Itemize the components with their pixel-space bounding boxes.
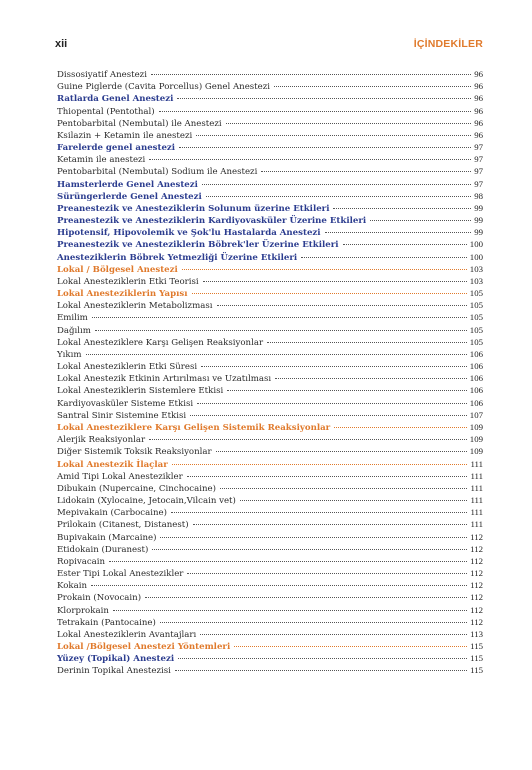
toc-entry-page: 99 xyxy=(474,227,483,238)
toc-entry[interactable] xyxy=(57,251,483,263)
toc-entry[interactable] xyxy=(57,640,483,652)
dot-leader xyxy=(182,268,467,270)
toc-entry[interactable] xyxy=(57,616,483,628)
toc-entry-title: Amid Tipi Lokal Anestezikler xyxy=(57,471,183,482)
toc-entry[interactable] xyxy=(57,360,483,372)
toc-entry-title: Kardiyovasküler Sisteme Etkisi xyxy=(57,398,194,409)
toc-entry-title: Lokal Anesteziklerin Sistemlere Etkisi xyxy=(57,386,224,397)
dot-leader xyxy=(200,633,467,635)
toc-entry[interactable] xyxy=(57,652,483,664)
toc-entry[interactable] xyxy=(57,141,483,153)
toc-entry-title: Lidokain (Xylocaine, Jetocain,Vilcain vet) xyxy=(57,496,236,507)
dot-leader xyxy=(234,645,467,647)
toc-entry[interactable] xyxy=(57,579,483,591)
toc-entry-page: 111 xyxy=(470,482,483,493)
toc-entry-page: 105 xyxy=(469,336,483,347)
dot-leader xyxy=(149,438,467,440)
toc-entry[interactable] xyxy=(57,80,483,92)
toc-entry-page: 107 xyxy=(469,409,483,420)
toc-entry-title: Yıkım xyxy=(57,349,82,360)
toc-entry-page: 96 xyxy=(474,129,483,140)
toc-entry-title: Alerjik Reaksiyonlar xyxy=(57,435,146,446)
toc-entry[interactable] xyxy=(57,92,483,104)
toc-entry-title: Dissosiyatif Anestezi xyxy=(57,70,147,80)
toc-entry-title: Lokal /Bölgesel Anestezi Yöntemleri xyxy=(57,642,231,653)
toc-entry-page: 97 xyxy=(474,154,483,165)
toc-entry-title: Thiopental (Pentothal) xyxy=(57,106,155,117)
toc-entry-page: 97 xyxy=(474,178,483,189)
toc-entry[interactable] xyxy=(57,506,483,518)
toc-entry[interactable] xyxy=(57,372,483,384)
dot-leader xyxy=(187,572,467,574)
toc-entry-page: 111 xyxy=(470,495,483,506)
page-number: xii xyxy=(55,38,68,50)
toc-entry[interactable] xyxy=(57,555,483,567)
toc-entry-page: 112 xyxy=(470,616,483,627)
toc-entry-title: Preanestezik ve Anesteziklerin Kardiyovasküler Üzerine Etkileri xyxy=(57,216,367,227)
toc-entry-title: Lokal / Bölgesel Anestezi xyxy=(57,264,178,275)
toc-entry-title: Bupivakain (Marcaine) xyxy=(57,532,157,543)
toc-entry-page: 106 xyxy=(469,385,483,396)
toc-entry[interactable] xyxy=(57,384,483,396)
dot-leader xyxy=(370,219,471,221)
dot-leader xyxy=(86,353,467,355)
toc-entry-title: Lokal Anesteziklerin Etki Süresi xyxy=(57,362,198,373)
toc-entry-page: 105 xyxy=(469,324,483,335)
dot-leader xyxy=(92,316,467,318)
dot-leader xyxy=(172,463,468,465)
dot-leader xyxy=(196,134,471,136)
dot-leader xyxy=(216,450,467,452)
dot-leader xyxy=(187,475,468,477)
toc-entry-title: Kokain xyxy=(57,581,87,592)
dot-leader xyxy=(190,414,467,416)
toc-entry-page: 115 xyxy=(470,653,483,664)
toc-entry[interactable] xyxy=(57,628,483,640)
dot-leader xyxy=(202,183,471,185)
toc-entry[interactable] xyxy=(57,494,483,506)
dot-leader xyxy=(325,231,472,233)
page-header xyxy=(55,38,483,56)
toc-entry-title: Lokal Anesteziklerin Metabolizması xyxy=(57,301,213,312)
toc-entry[interactable] xyxy=(57,336,483,348)
toc-entry[interactable] xyxy=(57,482,483,494)
toc-entry-title: Dağılım xyxy=(57,325,91,336)
toc-entry-page: 100 xyxy=(469,251,483,262)
toc-entry-page: 99 xyxy=(474,202,483,213)
toc-entry-page: 111 xyxy=(470,470,483,481)
toc-entry-title: Santral Sinir Sistemine Etkisi xyxy=(57,410,187,421)
dot-leader xyxy=(261,170,471,172)
toc-entry[interactable] xyxy=(57,567,483,579)
toc-entry-title: Prilokain (Citanest, Distanest) xyxy=(57,520,189,531)
toc-entry-page: 97 xyxy=(474,142,483,153)
toc-entry[interactable] xyxy=(57,105,483,117)
dot-leader xyxy=(274,85,471,87)
dot-leader xyxy=(175,669,467,671)
toc-entry-title: Klorprokain xyxy=(57,605,109,616)
toc-entry-title: Lokal Anesteziklere Karşı Gelişen Reaksiyonlar xyxy=(57,337,264,348)
toc-entry[interactable] xyxy=(57,531,483,543)
toc-entry-page: 105 xyxy=(469,312,483,323)
toc-entry[interactable] xyxy=(57,421,483,433)
toc-entry-title: Tetrakain (Pantocaine) xyxy=(57,617,156,628)
toc-entry[interactable] xyxy=(57,202,483,214)
dot-leader xyxy=(149,158,471,160)
toc-entry[interactable] xyxy=(57,117,483,129)
dot-leader xyxy=(159,110,472,112)
toc-entry-title: Ropivacain xyxy=(57,556,106,567)
dot-leader xyxy=(227,389,467,391)
toc-entry-title: Derinin Topikal Anestezisi xyxy=(57,666,171,677)
toc-entry-page: 96 xyxy=(474,69,483,79)
toc-entry-page: 113 xyxy=(470,628,483,639)
dot-leader xyxy=(301,256,467,258)
dot-leader xyxy=(91,584,467,586)
toc-entry-page: 112 xyxy=(470,604,483,615)
toc-entry-title: Pentobarbital (Nembutal) ile Anestezi xyxy=(57,118,222,129)
toc-entry[interactable] xyxy=(57,311,483,323)
dot-leader xyxy=(217,304,467,306)
toc-entry[interactable] xyxy=(57,409,483,421)
toc-entry-title: Prokain (Novocain) xyxy=(57,593,142,604)
dot-leader xyxy=(206,195,471,197)
toc-entry[interactable] xyxy=(57,591,483,603)
toc-entry-page: 103 xyxy=(469,275,483,286)
toc-entry-page: 109 xyxy=(469,446,483,457)
toc-entry-page: 106 xyxy=(469,373,483,384)
toc-entry[interactable] xyxy=(57,263,483,275)
toc-entry-title: Hipotensif, Hipovolemik ve Şok'lu Hastalarda Anestezi xyxy=(57,228,321,239)
toc-entry-title: Preanestezik ve Anesteziklerin Böbrek'ler Üzerine Etkileri xyxy=(57,240,339,251)
toc-entry[interactable] xyxy=(57,68,483,80)
toc-entry-page: 98 xyxy=(474,190,483,201)
toc-entry-page: 96 xyxy=(474,93,483,104)
toc-entry[interactable] xyxy=(57,324,483,336)
toc-entry-title: Sürüngerlerde Genel Anestezi xyxy=(57,191,202,202)
toc-entry[interactable] xyxy=(57,287,483,299)
toc-entry-page: 111 xyxy=(470,458,483,469)
toc-entry[interactable] xyxy=(57,664,483,676)
toc-entry[interactable] xyxy=(57,397,483,409)
toc-entry-title: Lokal Anesteziklere Karşı Gelişen Sistemik Reaksiyonlar xyxy=(57,422,331,433)
toc-entry-page: 109 xyxy=(469,434,483,445)
dot-leader xyxy=(145,596,467,598)
toc-entry[interactable] xyxy=(57,275,483,287)
toc-entry-title: Etidokain (Duranest) xyxy=(57,544,149,555)
toc-entry[interactable] xyxy=(57,445,483,457)
toc-entry-page: 112 xyxy=(470,580,483,591)
toc-entry-title: Mepivakain (Carbocaine) xyxy=(57,508,167,519)
toc-entry-page: 111 xyxy=(470,507,483,518)
toc-entry[interactable] xyxy=(57,190,483,202)
toc-entry-page: 112 xyxy=(470,543,483,554)
toc-entry-page: 96 xyxy=(474,117,483,128)
toc-entry-page: 99 xyxy=(474,215,483,226)
toc-entry-page: 106 xyxy=(469,397,483,408)
toc-entry[interactable] xyxy=(57,604,483,616)
dot-leader xyxy=(333,207,471,209)
toc-entry-page: 105 xyxy=(469,300,483,311)
toc-entry-title: Preanestezik ve Anesteziklerin Solunum üzerine Etkileri xyxy=(57,203,330,214)
dot-leader xyxy=(109,560,467,562)
dot-leader xyxy=(334,426,467,428)
dot-leader xyxy=(343,243,467,245)
dot-leader xyxy=(197,402,467,404)
toc-entry-title: Ketamin ile anestezi xyxy=(57,155,146,166)
toc-entry[interactable] xyxy=(57,299,483,311)
dot-leader xyxy=(201,365,467,367)
toc-entry-page: 112 xyxy=(470,531,483,542)
toc-entry-title: Ratlarda Genel Anestezi xyxy=(57,94,174,105)
toc-entry-title: Emilim xyxy=(57,313,88,324)
dot-leader xyxy=(220,487,468,489)
toc-entry-title: Dibukain (Nupercaine, Cinchocaine) xyxy=(57,483,216,494)
dot-leader xyxy=(203,280,467,282)
toc-entry-page: 103 xyxy=(469,263,483,274)
toc-entry-title: Lokal Anestezik Etkinin Artırılması ve Uzatılması xyxy=(57,374,272,385)
toc-entry-title: Diğer Sistemik Toksik Reaksiyonlar xyxy=(57,447,212,458)
toc-entry[interactable] xyxy=(57,348,483,360)
toc-entry-title: Guine Piglerde (Cavita Porcellus) Genel Anestezi xyxy=(57,82,271,93)
toc-entry-page: 96 xyxy=(474,81,483,92)
toc-entry[interactable] xyxy=(57,153,483,165)
toc-entry[interactable] xyxy=(57,226,483,238)
toc-entry-page: 105 xyxy=(469,288,483,299)
toc-entry-title: Lokal Anesteziklerin Avantajları xyxy=(57,629,197,640)
toc-entry-page: 106 xyxy=(469,348,483,359)
dot-leader xyxy=(113,609,467,611)
toc-entry-page: 96 xyxy=(474,105,483,116)
toc-entry[interactable] xyxy=(57,129,483,141)
toc-entry-page: 111 xyxy=(470,519,483,530)
toc-entry-title: Hamsterlerde Genel Anestezi xyxy=(57,179,198,190)
toc-entry[interactable] xyxy=(57,238,483,250)
toc-entry[interactable] xyxy=(57,214,483,226)
dot-leader xyxy=(177,97,471,99)
dot-leader xyxy=(160,621,467,623)
toc-entry[interactable] xyxy=(57,518,483,530)
dot-leader xyxy=(240,499,468,501)
toc-entry-page: 106 xyxy=(469,361,483,372)
toc-entry-page: 115 xyxy=(470,641,483,652)
dot-leader xyxy=(192,292,467,294)
toc-entry-page: 97 xyxy=(474,166,483,177)
toc-entry-page: 112 xyxy=(470,592,483,603)
toc-entry-page: 109 xyxy=(469,421,483,432)
section-title: İÇİNDEKİLER xyxy=(413,38,483,50)
toc-entry-title: Anesteziklerin Böbrek Yetmezliği Üzerine Etkileri xyxy=(57,252,298,263)
toc-entry[interactable] xyxy=(57,178,483,190)
toc-entry[interactable] xyxy=(57,458,483,470)
dot-leader xyxy=(178,657,467,659)
toc-entry-page: 100 xyxy=(469,239,483,250)
toc-entry-title: Pentobarbital (Nembutal) Sodium ile Anestezi xyxy=(57,167,258,178)
toc-entry-title: Farelerde genel anestezi xyxy=(57,143,176,154)
dot-leader xyxy=(160,536,467,538)
toc-entry-title: Yüzey (Topikal) Anestezi xyxy=(57,654,175,665)
dot-leader xyxy=(95,329,467,331)
toc-entry[interactable] xyxy=(57,543,483,555)
toc-entry-title: Ester Tipi Lokal Anestezikler xyxy=(57,569,184,580)
dot-leader xyxy=(179,146,471,148)
toc-entry-page: 115 xyxy=(470,665,483,676)
toc-entry[interactable] xyxy=(57,433,483,445)
dot-leader xyxy=(275,377,467,379)
dot-leader xyxy=(193,523,468,525)
dot-leader xyxy=(152,548,467,550)
toc-entry-title: Ksilazin + Ketamin ile anestezi xyxy=(57,130,193,141)
toc-entry-page: 112 xyxy=(470,555,483,566)
table-of-contents xyxy=(57,68,483,677)
toc-entry[interactable] xyxy=(57,470,483,482)
dot-leader xyxy=(151,73,471,75)
toc-entry-title: Lokal Anesteziklerin Yapısı xyxy=(57,289,188,300)
dot-leader xyxy=(226,122,472,124)
toc-entry-title: Lokal Anesteziklerin Etki Teorisi xyxy=(57,276,199,287)
dot-leader xyxy=(171,511,468,513)
toc-entry-page: 112 xyxy=(470,568,483,579)
toc-entry[interactable] xyxy=(57,165,483,177)
toc-entry-title: Lokal Anestezik İlaçlar xyxy=(57,459,168,470)
dot-leader xyxy=(267,341,467,343)
